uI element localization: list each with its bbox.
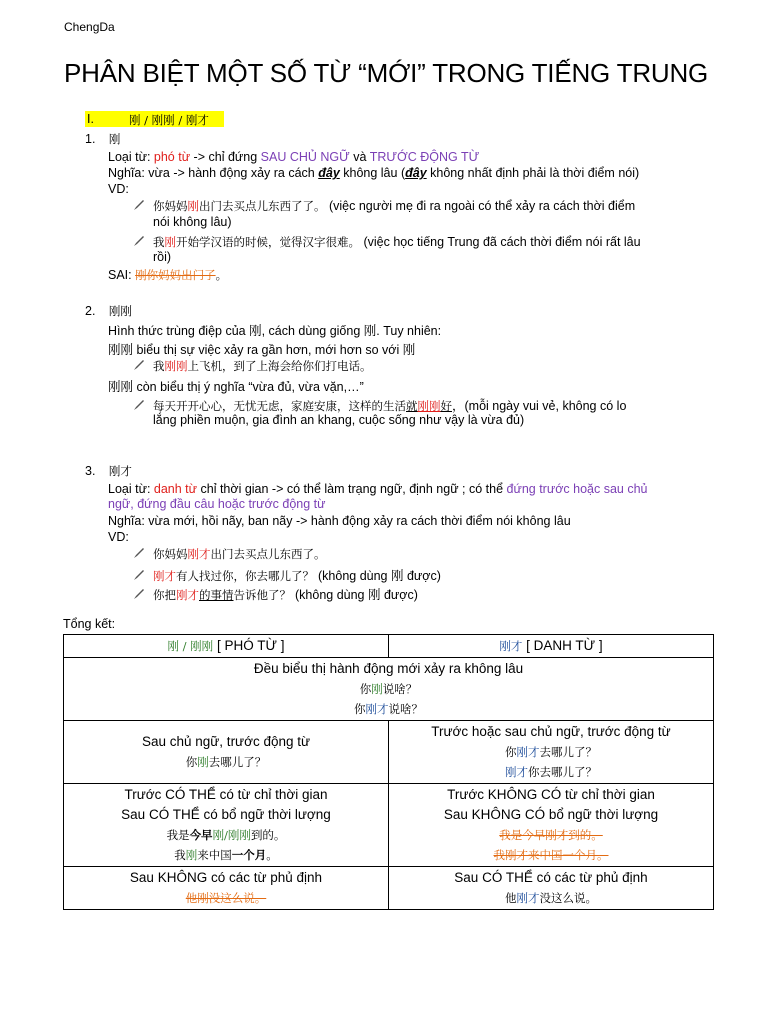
ex-keyword: 刚才 bbox=[505, 765, 528, 779]
ex-text: 没这么说。 bbox=[539, 891, 597, 905]
pen-icon bbox=[133, 569, 145, 581]
cell-example bbox=[393, 742, 709, 762]
pen-icon bbox=[133, 359, 145, 371]
summary-label: Tổng kết: bbox=[63, 617, 116, 631]
wrong-example: 他刚没这么说。 bbox=[185, 891, 267, 905]
ex-text: 他 bbox=[505, 891, 517, 905]
ex-text: 你把 bbox=[153, 588, 176, 602]
header-cn: 刚才 bbox=[499, 639, 523, 653]
wrong-example: 我是今早刚才到的。 bbox=[499, 828, 603, 842]
ex-text: 每天开开心心，无忧无虑，家庭安康，这样的生活 bbox=[153, 399, 406, 413]
cell-text: Sau KHÔNG có các từ phủ định bbox=[129, 870, 323, 885]
ex-text: 你 bbox=[185, 755, 198, 769]
ex-text: 我是 bbox=[166, 828, 190, 842]
cell-example bbox=[68, 752, 384, 772]
item1-type bbox=[108, 150, 479, 164]
ex-keyword: 刚才 bbox=[365, 702, 389, 716]
cell-text: Trước KHÔNG CÓ từ chỉ thời gian bbox=[447, 787, 655, 802]
item3-type bbox=[108, 482, 648, 496]
item2-number: 2. bbox=[85, 304, 96, 318]
ex-text: 上飞机，到了上海会给你们打电话。 bbox=[187, 359, 372, 373]
type-label: Loại từ: bbox=[108, 482, 154, 496]
ex-text: 的事情 bbox=[199, 588, 234, 602]
cell-text: Trước CÓ THỂ có từ chỉ thời gian bbox=[124, 787, 328, 802]
ex-text: 到的。 bbox=[250, 828, 286, 842]
and-text: và bbox=[349, 150, 370, 164]
item3-number: 3. bbox=[85, 464, 96, 478]
wrong-example: 我刚才来中国一个月。 bbox=[493, 848, 609, 862]
ex-keyword: 刚 bbox=[371, 682, 383, 696]
ex-text: 你妈妈 bbox=[153, 547, 188, 561]
table-cell bbox=[389, 867, 714, 910]
type-value: danh từ bbox=[153, 482, 198, 496]
ex-text: 你妈妈 bbox=[153, 199, 188, 213]
cell-text: Sau CÓ THỂ có các từ phủ định bbox=[454, 870, 648, 885]
item1-example-2 bbox=[133, 234, 641, 250]
cell-text: Sau CÓ THỂ có bổ ngữ thời lượng bbox=[121, 807, 331, 822]
cell-example bbox=[68, 825, 384, 845]
table-row bbox=[64, 867, 714, 910]
ex-keyword: 刚才 bbox=[176, 588, 199, 602]
ex-text: 告诉他了？ bbox=[233, 588, 291, 602]
ex-note: (không dùng 刚 được) bbox=[295, 588, 418, 602]
cell-text: Sau chủ ngữ, trước động từ bbox=[141, 734, 311, 749]
pen-icon bbox=[133, 235, 145, 247]
ex-keyword: 刚才 bbox=[516, 745, 540, 759]
item3-meaning: Nghĩa: vừa mới, hồi nãy, ban nãy -> hành động xảy ra cách thời điểm nói không lâu bbox=[108, 514, 571, 528]
ex-text: 开始学汉语的时候，觉得汉字很难。 bbox=[176, 235, 360, 249]
section-heading-text: 刚 / 刚刚 / 刚才 bbox=[129, 113, 209, 127]
item2-line-1: Hình thức trùng điệp của 刚, cách dùng giống 刚. Tuy nhiên: bbox=[108, 324, 442, 338]
position-1: đứng trước hoặc sau chủ bbox=[506, 482, 648, 496]
header-cn: 刚 / 刚刚 bbox=[167, 639, 214, 653]
wrong-end: 。 bbox=[215, 268, 228, 282]
meaning-b: không lâu ( bbox=[339, 166, 406, 180]
ex-keyword: 就 bbox=[406, 399, 418, 413]
type-value: phó từ bbox=[153, 150, 191, 164]
ex-note: (việc học tiếng Trung đã cách thời điểm nói rất lâu bbox=[360, 235, 641, 249]
item3-vd: VD: bbox=[108, 530, 129, 544]
ex-keyword: 刚 bbox=[164, 235, 176, 249]
ex-text: 你去哪儿了？ bbox=[528, 765, 597, 779]
item3-type-cont: ngữ, đứng đầu câu hoặc trước động từ bbox=[108, 497, 326, 511]
meaning-day2: đây bbox=[405, 166, 427, 180]
ex-note: (không dùng 刚 được) bbox=[318, 569, 441, 583]
ex-text: 有人找过你，你去哪儿了？ bbox=[176, 569, 314, 583]
wrong-label: SAI: bbox=[108, 268, 136, 282]
table-cell bbox=[64, 784, 389, 867]
ex-keyword: 今早 bbox=[189, 828, 213, 842]
wrong-example: 刚你妈妈出门了 bbox=[135, 268, 216, 282]
item2-example-1 bbox=[133, 358, 372, 374]
type-label: Loại từ: bbox=[108, 150, 154, 164]
page-title: PHÂN BIỆT MỘT SỐ TỪ “MỚI” TRONG TIẾNG TRUNG bbox=[64, 58, 709, 88]
meaning-day: đây bbox=[318, 166, 340, 180]
ex-text: 来中国 bbox=[197, 848, 232, 862]
table-cell bbox=[64, 867, 389, 910]
item3-example-3 bbox=[133, 585, 418, 603]
item2-example-2-cont: lắng phiền muộn, gia đình an khang, cuộc sống như vậy là vừa đủ) bbox=[153, 413, 525, 427]
pen-icon bbox=[133, 399, 145, 411]
ex-text: 我 bbox=[153, 359, 165, 373]
table-row bbox=[64, 721, 714, 784]
section-number: I. bbox=[87, 112, 94, 126]
item3-word: 刚才 bbox=[108, 464, 132, 478]
table-row bbox=[64, 635, 714, 658]
cell-text: Trước hoặc sau chủ ngữ, trước động từ bbox=[431, 724, 671, 739]
ex-keyword: 刚才 bbox=[516, 891, 540, 905]
ex-text: 。 bbox=[266, 848, 278, 862]
pen-icon bbox=[133, 199, 145, 211]
item1-example-1-cont: nói không lâu) bbox=[153, 215, 232, 229]
ex-text: 说啥？ bbox=[388, 702, 423, 716]
pen-icon bbox=[133, 547, 145, 559]
item1-number: 1. bbox=[85, 132, 96, 146]
cell-example bbox=[68, 679, 709, 699]
ex-text: 去哪儿了？ bbox=[208, 755, 267, 769]
ex-text: 说啥？ bbox=[382, 682, 418, 696]
ex-keyword: 刚刚 bbox=[417, 399, 441, 413]
item3-heading bbox=[85, 463, 132, 479]
author-name: ChengDa bbox=[64, 20, 115, 34]
table-cell bbox=[64, 658, 714, 721]
item3-example-1 bbox=[133, 546, 326, 562]
ex-text: 你 bbox=[505, 745, 517, 759]
meaning-c: không nhất định phải là thời điểm nói) bbox=[426, 166, 640, 180]
table-cell bbox=[389, 784, 714, 867]
ex-text: 我 bbox=[174, 848, 186, 862]
pen-icon bbox=[133, 588, 145, 600]
meaning-a: Nghĩa: vừa -> hành động xảy ra cách bbox=[108, 166, 319, 180]
item1-meaning bbox=[108, 166, 639, 180]
item2-line-2: 刚刚 biểu thị sự việc xảy ra gần hơn, mới hơn so với 刚 bbox=[108, 343, 416, 357]
cell-example bbox=[68, 845, 384, 865]
ex-note: ，(mỗi ngày vui vẻ, không có lo bbox=[452, 399, 627, 413]
ex-text: 我 bbox=[153, 235, 165, 249]
ex-text: 你 bbox=[354, 702, 366, 716]
table-row bbox=[64, 658, 714, 721]
ex-keyword: 刚/刚刚 bbox=[212, 828, 251, 842]
ex-keyword: 刚 bbox=[187, 199, 199, 213]
table-cell bbox=[64, 721, 389, 784]
item1-example-1 bbox=[133, 198, 635, 214]
section-heading bbox=[85, 111, 224, 127]
item1-example-2-cont: rồi) bbox=[153, 250, 172, 264]
cell-example bbox=[393, 888, 709, 908]
item2-word: 刚刚 bbox=[108, 304, 132, 318]
type-mid: -> chỉ đứng bbox=[190, 150, 261, 164]
ex-note: (việc người mẹ đi ra ngoài có thể xảy ra cách thời điểm bbox=[325, 199, 636, 213]
ex-text: 出门去买点儿东西了了。 bbox=[199, 199, 326, 213]
ex-keyword: 刚刚 bbox=[164, 359, 188, 373]
item1-word: 刚 bbox=[108, 132, 121, 146]
table-header-cell bbox=[389, 635, 714, 658]
cell-example bbox=[393, 762, 709, 782]
cell-text: Sau KHÔNG CÓ bổ ngữ thời lượng bbox=[443, 807, 659, 822]
item1-heading bbox=[85, 131, 120, 147]
ex-keyword: 刚才 bbox=[153, 569, 176, 583]
item2-heading bbox=[85, 303, 132, 319]
ex-text: 你 bbox=[359, 682, 372, 696]
item1-wrong bbox=[108, 267, 227, 283]
cell-text: Đều biểu thị hành động mới xảy ra không lâu bbox=[253, 661, 524, 676]
ex-keyword: 刚 bbox=[197, 755, 209, 769]
summary-table bbox=[63, 634, 714, 910]
cell-example bbox=[68, 699, 709, 719]
ex-keyword: 刚 bbox=[185, 848, 198, 862]
ex-keyword: 一个月 bbox=[231, 848, 267, 862]
table-row bbox=[64, 784, 714, 867]
position-2: TRƯỚC ĐỘNG TỪ bbox=[369, 150, 480, 164]
header-vi: [ PHÓ TỪ ] bbox=[213, 638, 285, 653]
ex-keyword: 刚才 bbox=[187, 547, 211, 561]
table-cell bbox=[389, 721, 714, 784]
table-header-cell bbox=[64, 635, 389, 658]
item1-vd: VD: bbox=[108, 182, 129, 196]
item2-example-2 bbox=[133, 396, 626, 414]
ex-text: 出门去买点儿东西了。 bbox=[210, 547, 326, 561]
header-vi: [ DANH TỪ ] bbox=[522, 638, 603, 653]
ex-keyword: 好 bbox=[440, 399, 452, 413]
type-mid: chỉ thời gian -> có thể làm trạng ngữ, định ngữ ; có thể bbox=[197, 482, 507, 496]
item3-example-2 bbox=[133, 566, 441, 584]
item2-line-3: 刚刚 còn biểu thị ý nghĩa “vừa đủ, vừa vặn,…” bbox=[108, 380, 364, 394]
ex-text: 去哪儿了？ bbox=[539, 745, 597, 759]
position-1: SAU CHỦ NGỮ bbox=[260, 150, 350, 164]
